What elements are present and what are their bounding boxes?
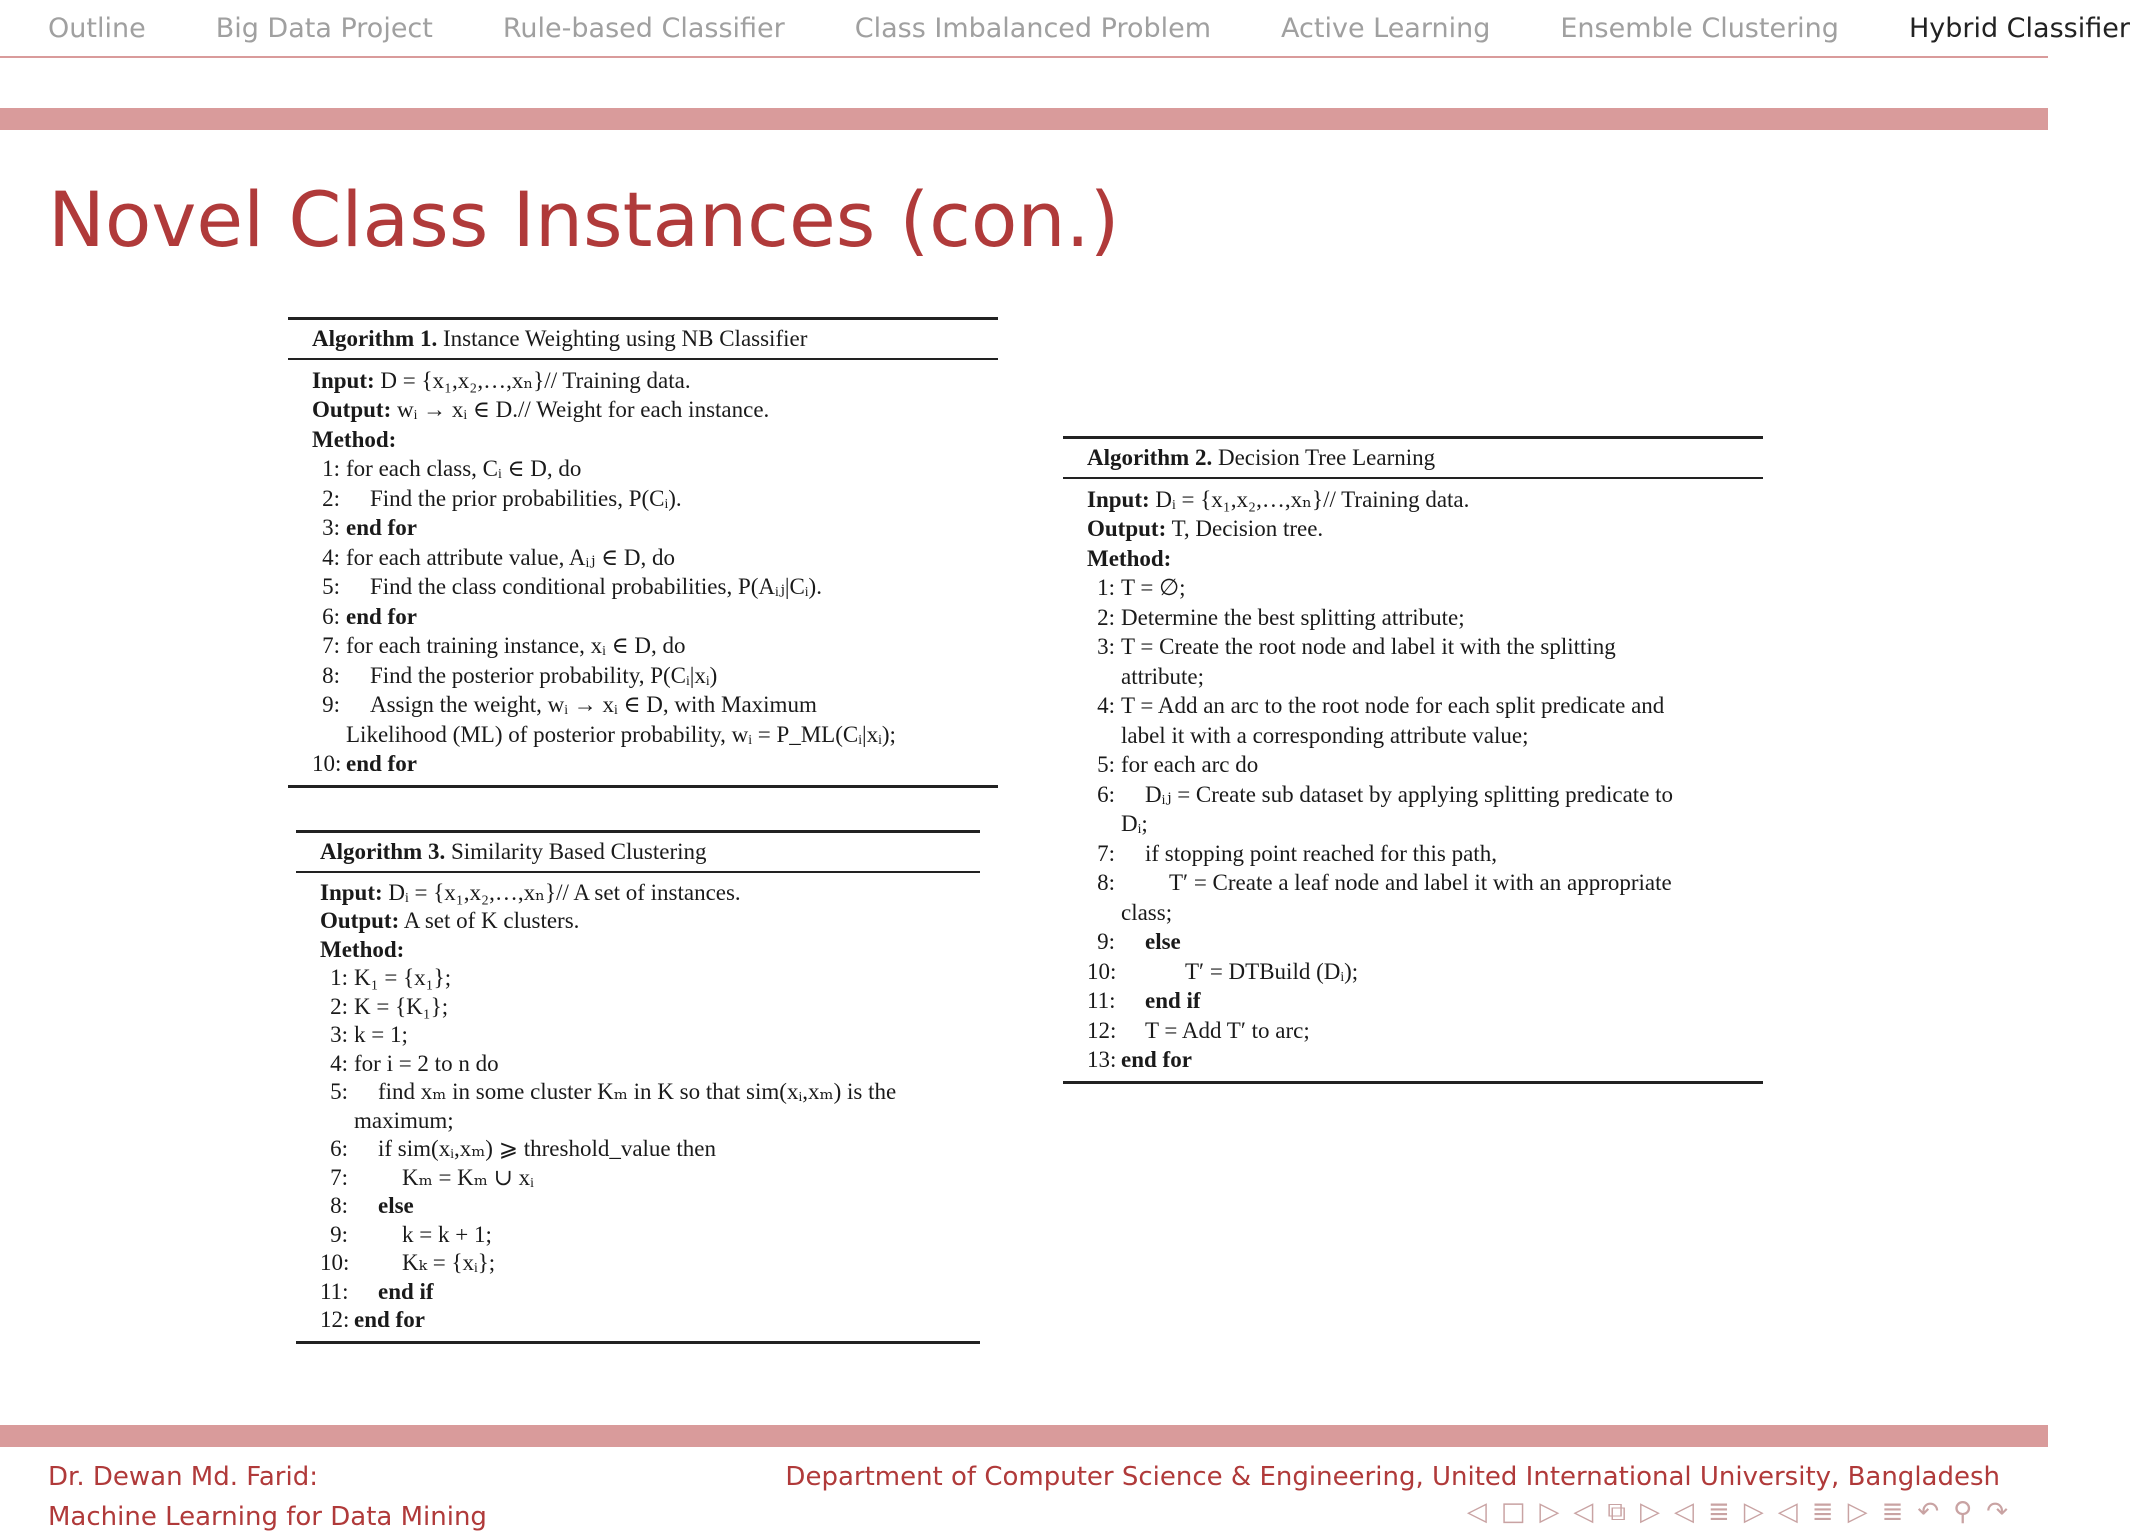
nav-item-ensemble-clustering[interactable]: Ensemble Clustering — [1560, 12, 1839, 44]
alg1-method-label: Method: — [312, 426, 397, 452]
nav-next-part-icon[interactable]: ▷ — [1847, 1497, 1868, 1527]
alg1-line-10: 10: end for — [312, 751, 417, 776]
slide-title: Novel Class Instances (con.) — [48, 175, 1120, 264]
alg1-line-9: 9: Assign the weight, wᵢ → xᵢ ∈ D, with Maximum — [322, 692, 817, 717]
nav-subsection-icon[interactable]: ⧉ — [1607, 1497, 1626, 1527]
alg3-output: A set of K clusters. — [403, 908, 580, 933]
alg2-input: Dᵢ = {x₁,x₂,…,xₙ}// Training data. — [1155, 486, 1470, 512]
algorithm-2-header — [1063, 436, 1763, 479]
nav-next-subsection-icon[interactable]: ▷ — [1639, 1497, 1660, 1527]
alg3-line-5: 5: find xₘ in some cluster Kₘ in K so that sim(xᵢ,xₘ) is the — [330, 1079, 897, 1104]
alg2-line-3: 3: T = Create the root node and label it with the splitting — [1097, 634, 1616, 659]
alg2-line-8: 8: T′ = Create a leaf node and label it with an appropriate — [1097, 870, 1672, 895]
algorithm-1-title: Instance Weighting using NB Classifier — [442, 326, 808, 351]
algorithm-3-header — [296, 830, 980, 873]
nav-prev-section-icon[interactable]: ◁ — [1673, 1497, 1694, 1527]
alg1-input: D = {x₁,x₂,…,xₙ}// Training data. — [380, 367, 691, 393]
nav-back-icon[interactable]: ↶ — [1917, 1497, 1940, 1527]
nav-search-icon[interactable]: ⚲ — [1953, 1497, 1973, 1527]
alg1-input-label: Input: — [312, 367, 375, 393]
footer-author: Dr. Dewan Md. Farid: — [48, 1462, 318, 1492]
nav-prev-frame-icon[interactable]: ◁ — [1466, 1497, 1487, 1527]
alg2-output-label: Output: — [1087, 516, 1167, 541]
alg3-output-label: Output: — [320, 908, 400, 933]
alg3-input-label: Input: — [320, 879, 383, 905]
alg1-line-7: 7: for each training instance, xᵢ ∈ D, do — [322, 633, 686, 658]
alg2-line-6-cont: Dᵢ; — [1121, 811, 1148, 836]
alg2-line-4: 4: T = Add an arc to the root node for each split predicate and — [1097, 693, 1665, 718]
alg3-line-2: 2: K = {K₁}; — [330, 993, 449, 1019]
nav-next-section-icon[interactable]: ▷ — [1743, 1497, 1764, 1527]
nav-toc-icon[interactable]: ≣ — [1881, 1497, 1904, 1527]
alg2-line-9: 9: else — [1097, 929, 1181, 954]
algorithm-2-label: Algorithm 2. — [1087, 445, 1213, 470]
alg3-line-3: 3: k = 1; — [330, 1022, 408, 1047]
algorithm-1-box — [288, 317, 998, 788]
alg2-method-label: Method: — [1087, 545, 1172, 571]
alg2-line-2: 2: Determine the best splitting attribute; — [1097, 604, 1465, 630]
nav-next-frame-icon[interactable]: ▷ — [1539, 1497, 1560, 1527]
alg2-line-3-cont: attribute; — [1121, 663, 1205, 689]
algorithm-2-title: Decision Tree Learning — [1217, 445, 1436, 470]
alg1-line-3: 3: end for — [322, 515, 417, 540]
footer-left — [48, 1457, 487, 1537]
alg2-line-13: 13: end for — [1087, 1047, 1192, 1072]
footer-band — [0, 1425, 2048, 1447]
alg1-line-8: 8: Find the posterior probability, P(Cᵢ|xᵢ) — [322, 662, 718, 688]
nav-prev-part-icon[interactable]: ◁ — [1777, 1497, 1798, 1527]
alg3-line-5-cont: maximum; — [354, 1107, 454, 1133]
alg1-line-5: 5: Find the class conditional probabilities, P(Aᵢⱼ|Cᵢ). — [322, 574, 822, 599]
alg3-line-8: 8: else — [330, 1193, 414, 1218]
alg2-output: T, Decision tree. — [1171, 516, 1324, 541]
alg2-line-10: 10: T′ = DTBuild (Dᵢ); — [1087, 958, 1359, 984]
alg3-line-12: 12: end for — [320, 1307, 425, 1332]
alg3-line-9: 9: k = k + 1; — [330, 1221, 492, 1247]
algorithm-3-title: Similarity Based Clustering — [450, 839, 707, 864]
alg1-line-4: 4: for each attribute value, Aᵢⱼ ∈ D, do — [322, 544, 675, 570]
footer-course: Machine Learning for Data Mining — [48, 1502, 487, 1532]
alg3-line-6: 6: if sim(xᵢ,xₘ) ⩾ threshold_value then — [330, 1136, 716, 1161]
alg1-line-6: 6: end for — [322, 603, 417, 629]
alg1-line-9-cont: Likelihood (ML) of posterior probability, wᵢ = P_ML(Cᵢ|xᵢ); — [346, 721, 896, 747]
alg2-line-1: 1: T = ∅; — [1097, 575, 1186, 600]
footer-department: Department of Computer Science & Engineering, United International University, Bangladesh — [785, 1462, 2000, 1492]
alg2-line-6: 6: Dᵢⱼ = Create sub dataset by applying splitting predicate to — [1097, 781, 1674, 807]
nav-section-icon[interactable]: ≣ — [1707, 1497, 1730, 1527]
header-band — [0, 108, 2048, 130]
alg2-line-12: 12: T = Add T′ to arc; — [1087, 1017, 1310, 1043]
alg2-input-label: Input: — [1087, 486, 1150, 512]
algorithm-2-box — [1063, 436, 1763, 1084]
algorithm-1-header — [288, 317, 998, 360]
alg1-output-label: Output: — [312, 397, 392, 422]
nav-item-rule-based-classifier[interactable]: Rule-based Classifier — [502, 12, 785, 44]
alg2-line-8-cont: class; — [1121, 899, 1173, 925]
alg1-line-2: 2: Find the prior probabilities, P(Cᵢ). — [322, 485, 682, 511]
alg3-line-7: 7: Kₘ = Kₘ ∪ xᵢ — [330, 1164, 534, 1190]
alg3-line-11: 11: end if — [320, 1278, 434, 1304]
alg2-line-4-cont: label it with a corresponding attribute value; — [1121, 722, 1529, 748]
alg3-line-10: 10: Kₖ = {xᵢ}; — [320, 1250, 496, 1275]
alg3-line-4: 4: for i = 2 to n do — [330, 1050, 499, 1076]
nav-item-outline[interactable]: Outline — [48, 12, 146, 44]
nav-forward-icon[interactable]: ↷ — [1986, 1497, 2008, 1527]
nav-item-active-learning[interactable]: Active Learning — [1281, 12, 1491, 44]
algorithm-1-label: Algorithm 1. — [312, 326, 438, 351]
algorithm-3-label: Algorithm 3. — [320, 839, 446, 864]
nav-item-class-imbalanced-problem[interactable]: Class Imbalanced Problem — [854, 12, 1212, 44]
beamer-navigation-controls — [1467, 1497, 2008, 1528]
alg1-line-1: 1: for each class, Cᵢ ∈ D, do — [322, 456, 582, 481]
alg3-line-1: 1: K₁ = {x₁}; — [330, 965, 452, 990]
alg2-line-7: 7: if stopping point reached for this path, — [1097, 840, 1497, 866]
alg3-input: Dᵢ = {x₁,x₂,…,xₙ}// A set of instances. — [388, 879, 741, 905]
algorithm-3-box — [296, 830, 980, 1344]
alg1-output: wᵢ → xᵢ ∈ D.// Weight for each instance. — [397, 397, 770, 422]
alg2-line-5: 5: for each arc do — [1097, 752, 1259, 777]
nav-part-icon[interactable]: ≣ — [1811, 1497, 1834, 1527]
section-navigation — [0, 0, 2130, 58]
nav-prev-subsection-icon[interactable]: ◁ — [1573, 1497, 1594, 1527]
alg3-method-label: Method: — [320, 936, 405, 962]
nav-frame-icon[interactable]: □ — [1500, 1497, 1526, 1527]
nav-item-hybrid-classifier[interactable]: Hybrid Classifier — [1908, 12, 2130, 44]
alg2-line-11: 11: end if — [1087, 988, 1201, 1013]
nav-item-big-data-project[interactable]: Big Data Project — [215, 12, 433, 44]
